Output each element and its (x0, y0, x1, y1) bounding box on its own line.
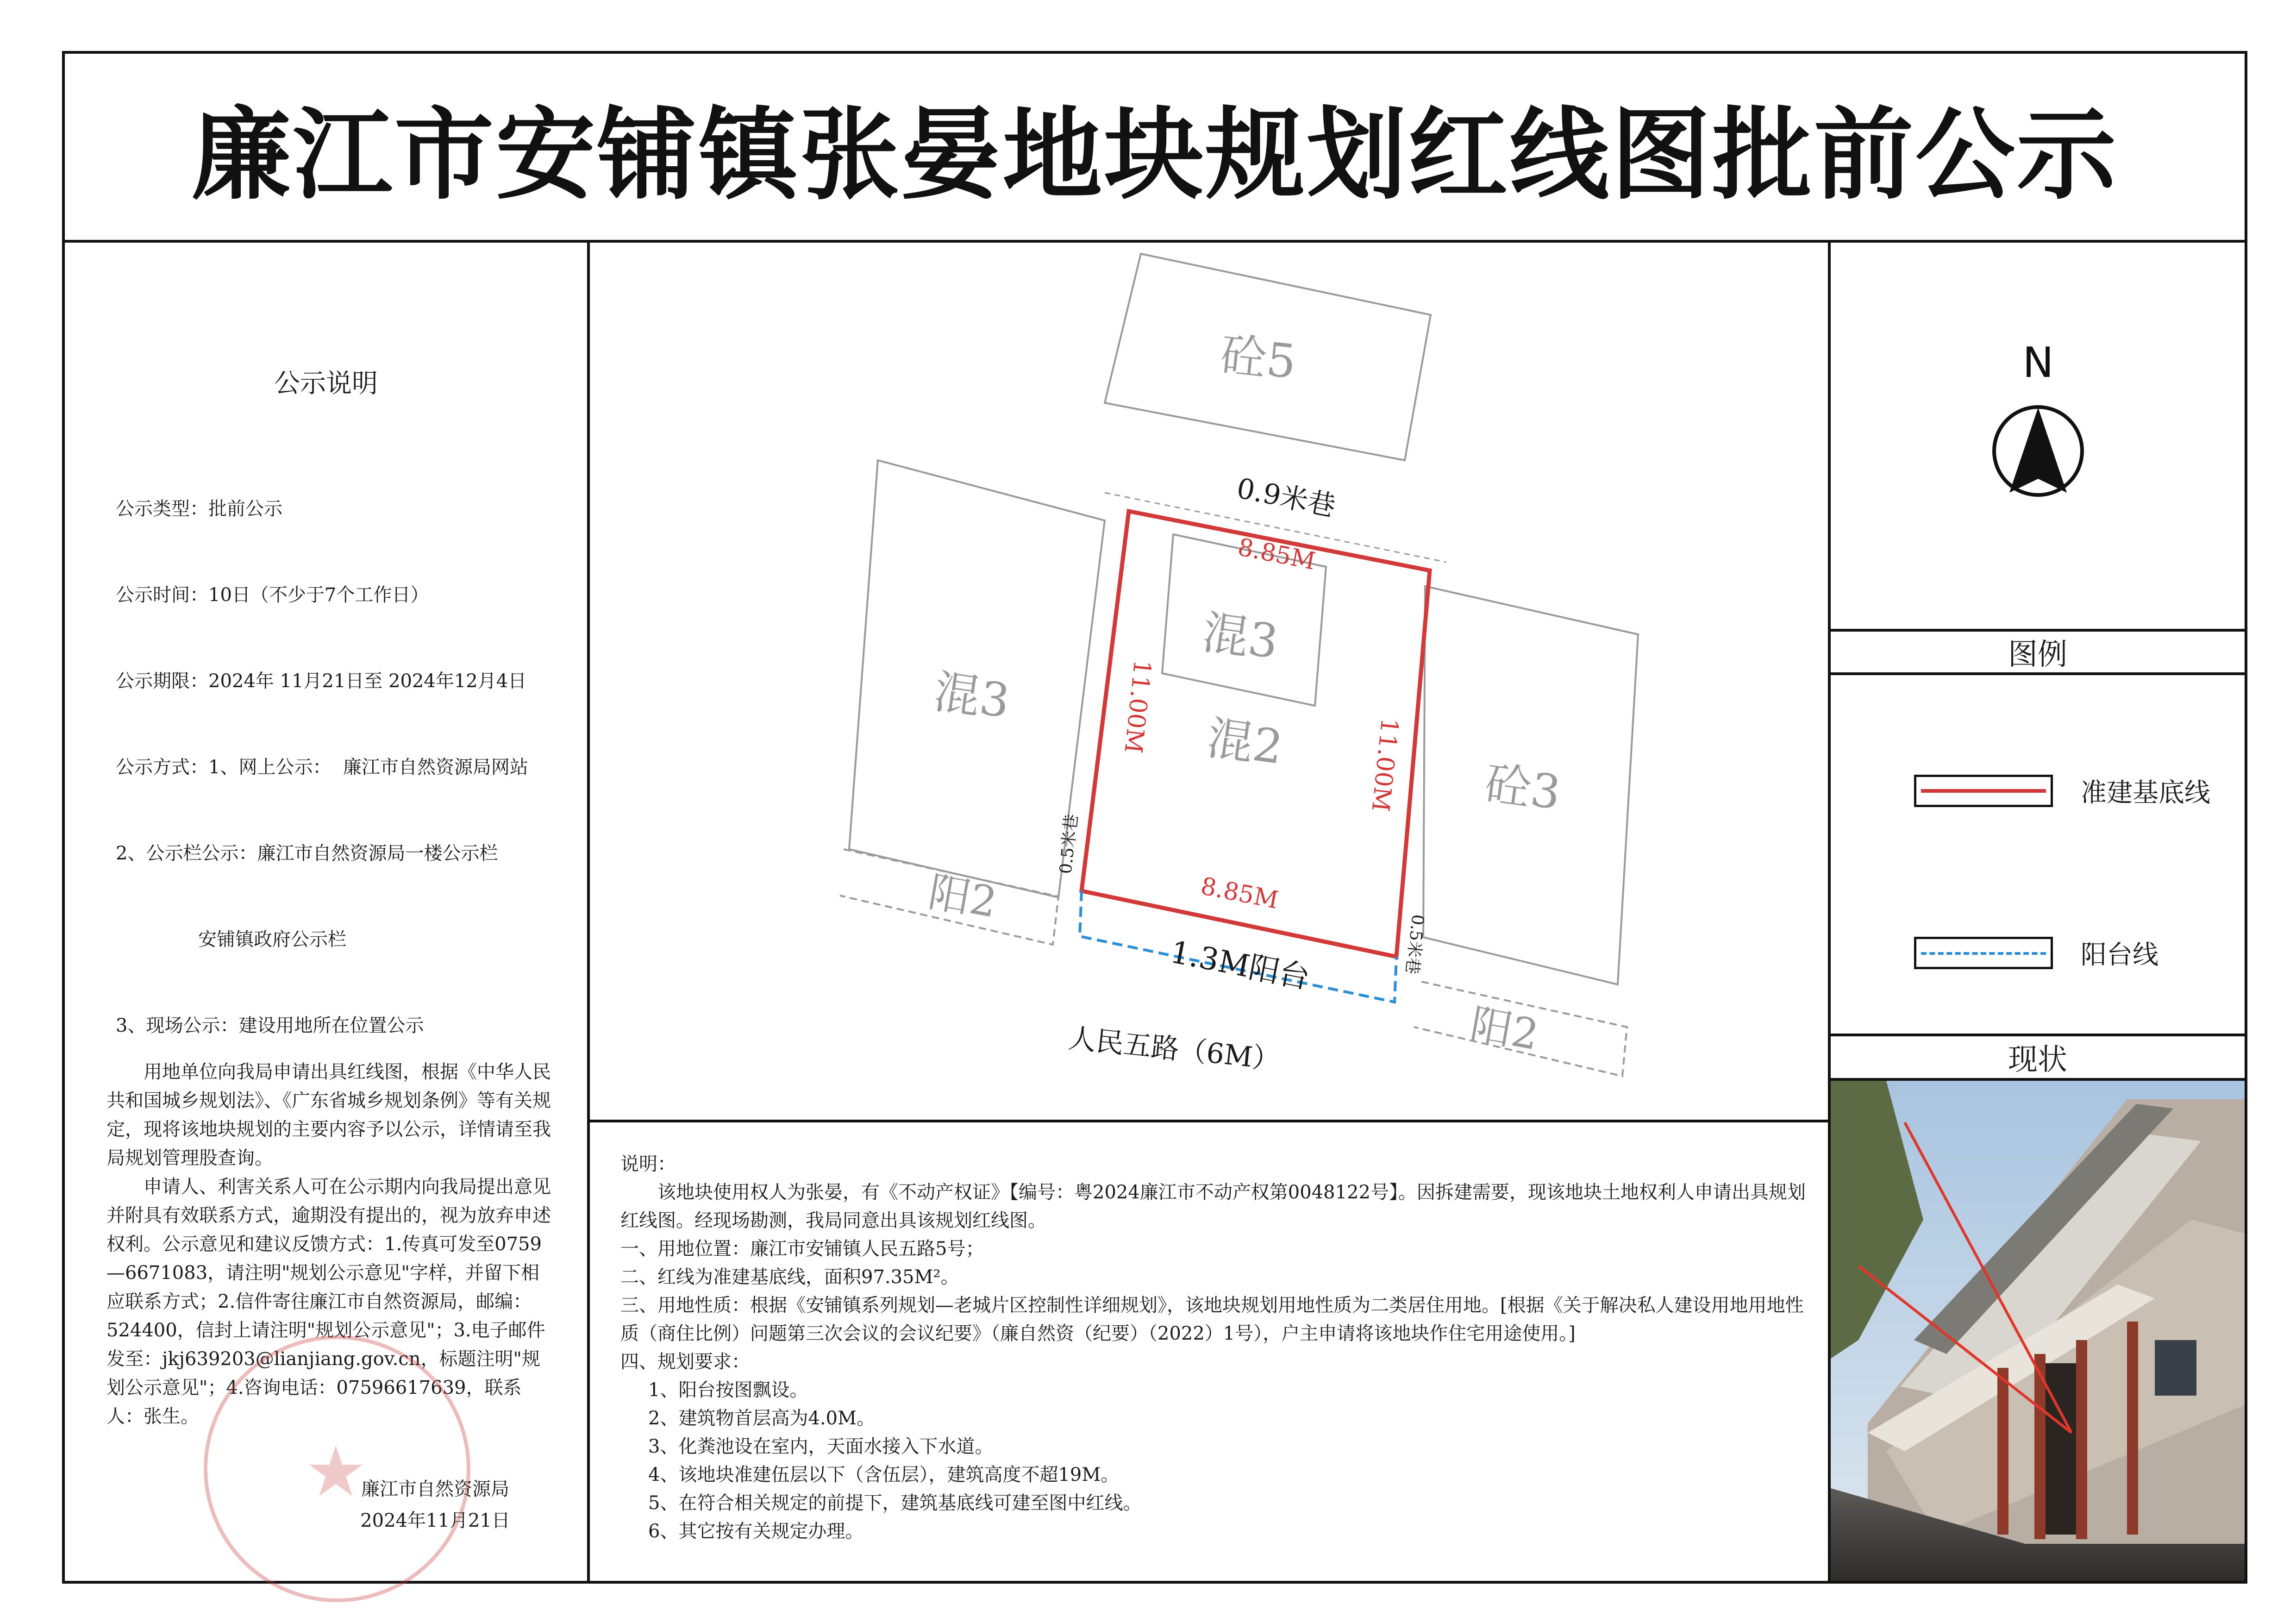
requirement-item: 3、化粪池设在室内，天面水接入下水道。 (648, 1436, 994, 1457)
description-heading: 说明： (620, 1153, 676, 1175)
description-item: 四、规划要求： (620, 1351, 750, 1372)
north-arrow-icon (1831, 243, 2245, 629)
dim-bottom: 8.85M (1198, 872, 1281, 915)
label-balcony-west: 阳2 (925, 867, 1001, 927)
label-building-east: 砼3 (1481, 756, 1564, 821)
notice-line: 公示方式：1、网上公示： 廉江市自然资源局网站 (116, 757, 528, 778)
legend-item-balcony (1914, 934, 2158, 971)
description-item: 一、用地位置：廉江市安铺镇人民五路5号； (620, 1238, 984, 1260)
label-building-west: 混3 (930, 664, 1013, 729)
notice-heading: 公示说明 (274, 369, 378, 399)
notice-line: 安铺镇政府公示栏 (116, 929, 347, 950)
label-building-north: 砼5 (1218, 327, 1299, 389)
requirement-item: 5、在符合相关规定的前提下，建筑基底线可建至图中红线。 (648, 1492, 1142, 1514)
road-label: 人民五路（6M） (1066, 1022, 1282, 1077)
notice-list (116, 437, 579, 1097)
description-item: 二、红线为准建基底线，面积97.35M²。 (620, 1266, 959, 1288)
legend-heading: 图例 (1831, 632, 2245, 675)
lane-north-label: 0.9米巷 (1234, 472, 1339, 523)
balcony-label: 1.3M阳台 (1167, 934, 1313, 996)
description-block (620, 1150, 1806, 1546)
description-item: 三、用地性质：根据《安铺镇系列规划—老城片区控制性详细规划》，该地块规划用地性质为二类居住用地。[根据《关于解决私人建设用地用地性质（商住比例）问题第三次会议的会议纪要》（廉自然资（纪要）（2022）1号），户主申请将该地块作住宅用途使用。] (620, 1295, 1804, 1344)
requirement-item: 1、阳台按图飘设。 (648, 1379, 808, 1401)
requirement-item: 2、建筑物首层高为4.0M。 (648, 1408, 876, 1429)
notice-paragraph: 用地单位向我局申请出具红线图，根据《中华人民共和国城乡规划法》、《广东省城乡规划条例》等有关规定，现将该地块规划的主要内容予以公示，详情请至我局规划管理股查询。 (106, 1061, 551, 1169)
site-plan-svg (590, 243, 1828, 1120)
label-building-inner: 混3 (1199, 605, 1282, 670)
notice-panel (65, 243, 590, 1581)
legend (1831, 675, 2245, 1036)
label-site: 混2 (1203, 710, 1286, 775)
lane-west-label: 0.5米巷 (1056, 813, 1082, 875)
lane-east-label: 0.5米巷 (1402, 913, 1427, 975)
north-label: N (2022, 338, 2054, 387)
official-seal (204, 1335, 470, 1602)
legend-label: 阳台线 (2081, 940, 2158, 970)
dim-left: 11.00M (1119, 658, 1157, 755)
description-intro: 该地块使用权人为张晏，有《不动产权证》【编号：粤2024廉江市不动产权第0048122号】。因拆建需要，现该地块土地权利人申请出具规划红线图。经现场勘测，我局同意出具该规划红线图。 (620, 1182, 1806, 1231)
notice-line: 公示期限：2024年 11月21日至 2024年12月4日 (116, 671, 527, 692)
site-plan (590, 243, 1828, 1122)
balcony-swatch (1914, 937, 2053, 969)
notice-line: 公示类型：批前公示 (116, 498, 282, 520)
north-arrow-cell (1831, 243, 2245, 632)
page-title: 廉江市安铺镇张晏地块规划红线图批前公示 (191, 97, 2118, 213)
drawing-panel (590, 243, 1831, 1581)
redline-swatch (1914, 775, 2053, 807)
requirement-item: 4、该地块准建伍层以下（含伍层），建筑高度不超19M。 (648, 1464, 1120, 1485)
title-row (65, 54, 2245, 243)
notice-line: 2、公示栏公示：廉江市自然资源局一楼公示栏 (116, 843, 498, 864)
notice-line: 公示时间：10日（不少于7个工作日） (116, 584, 429, 606)
seal-star-icon: ★ (305, 1432, 367, 1512)
site-photo (1831, 1081, 2245, 1581)
signature-org: 廉江市自然资源局 (361, 1479, 509, 1500)
status-heading: 现状 (1831, 1036, 2245, 1081)
label-balcony-east: 阳2 (1466, 1000, 1542, 1060)
requirement-item: 6、其它按有关规定办理。 (648, 1521, 864, 1542)
signature-date: 2024年11月21日 (360, 1510, 510, 1531)
side-panel (1831, 243, 2245, 1581)
notice-paragraph: 申请人、利害关系人可在公示期内向我局提出意见并附具有效联系方式，逾期没有提出的，视为放弃申述权利。公示意见和建议反馈方式：1.传真可发至0759—6671083，请注明"规划公示意见"字样，并留下相应联系方式；2.信件寄往廉江市自然资源局，邮编：524400，信封上请注明"规划公示意见"；3.电子邮件发至：jkj639203@lianjiang.gov.cn，标题注明"规划公示意见"；4.咨询电话：07596617639，联系人：张生。 (106, 1176, 551, 1427)
legend-item-redline (1914, 772, 2210, 809)
dim-right: 11.00M (1366, 717, 1404, 813)
dim-top: 8.85M (1235, 533, 1318, 576)
notice-line: 3、现场公示：建设用地所在位置公示 (116, 1015, 424, 1036)
legend-label: 准建基底线 (2081, 778, 2210, 808)
site-photo-illustration (1831, 1081, 2245, 1581)
document-frame (62, 51, 2247, 1584)
